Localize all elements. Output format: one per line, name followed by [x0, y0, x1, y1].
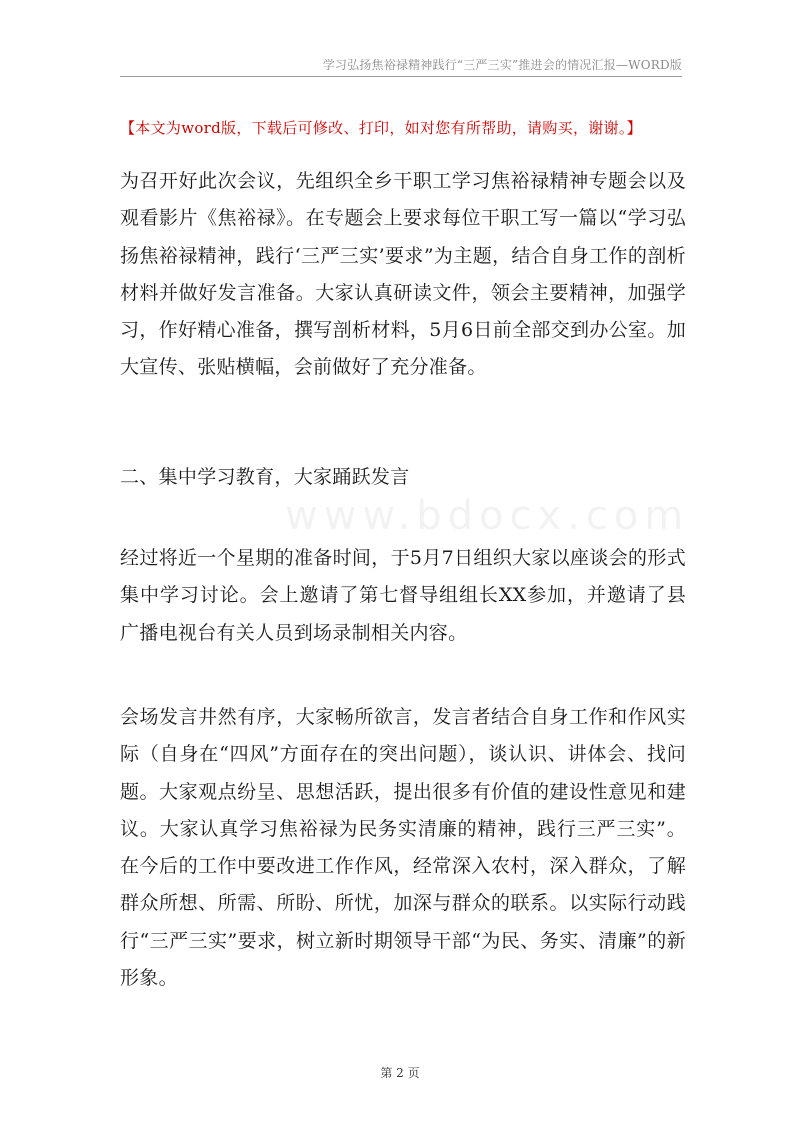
paragraph-discussion: 会场发言井然有序，大家畅所欲言，发言者结合自身工作和作风实际（自身在“四风”方面存在的突出问题），谈认识、讲体会、找问题。大家观点纷呈、思想活跃，提出很多有价值的建设性意见和建议。大家认真学习焦裕禄为民务实清廉的精神，践行三严三实”。在今后的工作中要改进工作作风，经常深入农村，深入群众，了解群众所想、所需、所盼、所忧，加深与群众的联系。以实际行动践行“三严三实”要求，树立新时期领导干部“为民、务实、清廉”的新形象。	[120, 706, 686, 990]
page-number: 第 2 页	[380, 1066, 420, 1080]
download-notice: 【本文为word版，下载后可修改、打印，如对您有所帮助，请购买，谢谢。】	[120, 119, 642, 137]
page-header	[120, 54, 682, 77]
section-heading-2: 二、集中学习教育，大家踊跃发言	[120, 466, 410, 488]
watermark: www.bdocx.com	[285, 493, 690, 539]
paragraph-preparation: 为召开好此次会议，先组织全乡干职工学习焦裕禄精神专题会以及观看影片《焦裕禄》。在专题会上要求每位干职工写一篇以“学习弘扬焦裕禄精神，践行‘三严三实’要求”为主题，结合自身工作的剖析材料并做好发言准备。大家认真研读文件，领会主要精神，加强学习，作好精心准备，撰写剖析材料，5月6日前全部交到办公室。加大宣传、张贴横幅，会前做好了充分准备。	[120, 170, 686, 379]
header-title: 学习弘扬焦裕禄精神践行“三严三实”推进会的情况汇报—WORD版	[322, 58, 682, 72]
paragraph-meeting: 经过将近一个星期的准备时间，于5月7日组织大家以座谈会的形式集中学习讨论。会上邀请了第七督导组组长XX参加，并邀请了县广播电视台有关人员到场录制相关内容。	[120, 547, 686, 644]
